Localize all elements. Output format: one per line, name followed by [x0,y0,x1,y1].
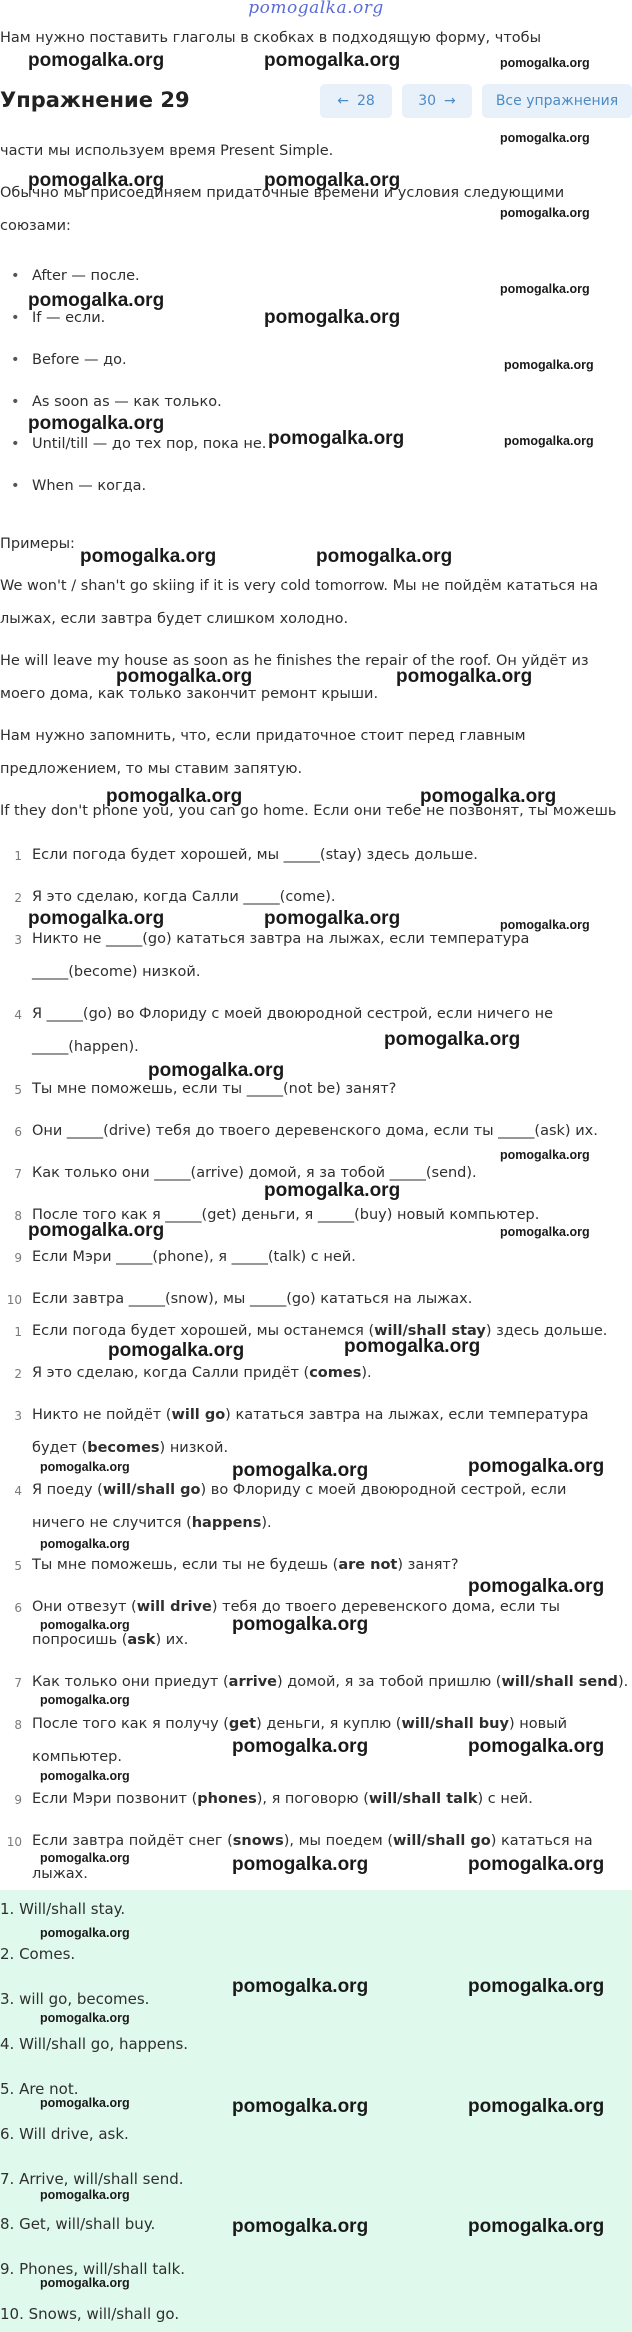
watermark: pomogalka.org [500,206,590,220]
answer-item: 9. Phones, will/shall talk. [0,2260,186,2278]
solution-item: ничего не случится (happens). [32,1515,272,1531]
watermark: pomogalka.org [264,307,401,328]
watermark: pomogalka.org [28,50,165,71]
arrow-left-icon: ← [337,93,349,109]
watermark: pomogalka.org [116,666,253,687]
exercise-item: Если погода будет хорошей, мы _____(stay) здесь дольше. [32,847,478,863]
solution-item: Они отвезут (will drive) тебя до твоего деревенского дома, если ты [32,1599,560,1615]
theory-text: Обычно мы присоединяем придаточные времени и условия следующими [0,185,565,201]
item-number: 6 [14,1601,22,1615]
watermark: pomogalka.org [504,358,594,372]
item-number: 8 [14,1209,22,1223]
item-number: 7 [14,1676,22,1690]
solution-item: Если погода будет хорошей, мы останемся (will/shall stay) здесь дольше. [32,1323,608,1339]
example-text: If they don't phone you, you can go home. Если они тебе не позвонят, ты можешь [0,803,617,819]
watermark: pomogalka.org [420,786,557,807]
answer-item: 2. Comes. [0,1945,76,1963]
solution-item: Я поеду (will/shall go) во Флориду с моей двоюродной сестрой, если [32,1482,567,1498]
answer-item: 5. Are not. [0,2080,79,2098]
watermark: pomogalka.org [40,2011,130,2025]
conjunction-item: • If — если. [32,310,105,326]
watermark: pomogalka.org [468,1456,605,1477]
conjunction-item: • When — когда. [32,478,146,494]
intro-text: Нам нужно поставить глаголы в скобках в подходящую форму, чтобы [0,30,542,46]
watermark: pomogalka.org [232,1460,369,1481]
exercise-item: Если Мэри _____(phone), я _____(talk) с ней. [32,1249,356,1265]
watermark: pomogalka.org [264,908,401,929]
solution-item: компьютер. [32,1749,122,1765]
example-text: We won't / shan't go skiing if it is very cold tomorrow. Мы не пойдём кататься на [0,578,599,594]
watermark: pomogalka.org [500,131,590,145]
item-number: 5 [14,1083,22,1097]
watermark: pomogalka.org [504,434,594,448]
solution-item: попросишь (ask) их. [32,1632,189,1648]
watermark: pomogalka.org [148,1060,285,1081]
watermark: pomogalka.org [500,282,590,296]
watermark: pomogalka.org [268,428,405,449]
note-text: Нам нужно запомнить, что, если придаточное стоит перед главным [0,728,526,744]
solution-item: будет (becomes) низкой. [32,1440,229,1456]
theory-text: союзами: [0,218,71,234]
watermark: pomogalka.org [28,170,165,191]
next-exercise-button[interactable]: 30 → [402,84,472,118]
item-number: 10 [6,1293,22,1307]
exercise-item: Они _____(drive) тебя до твоего деревенского дома, если ты _____(ask) их. [32,1123,598,1139]
example-text: лыжах, если завтра будет слишком холодно. [0,611,349,627]
item-number: 3 [14,1409,22,1423]
theory-text: части мы используем время Present Simple. [0,143,334,159]
item-number: 3 [14,933,22,947]
exercise-item: _____(become) низкой. [32,964,201,980]
exercise-item: Я это сделаю, когда Салли _____(come). [32,889,336,905]
watermark: pomogalka.org [28,908,165,929]
item-number: 2 [14,1367,22,1381]
examples-label: Примеры: [0,536,75,552]
watermark: pomogalka.org [40,1537,130,1551]
watermark: pomogalka.org [80,546,217,567]
watermark: pomogalka.org [40,1926,130,1940]
watermark: pomogalka.org [468,1854,605,1875]
watermark: pomogalka.org [40,2276,130,2290]
example-text: He will leave my house as soon as he finishes the repair of the roof. Он уйдёт из [0,653,589,669]
watermark: pomogalka.org [232,1976,369,1997]
exercise-item: После того как я _____(get) деньги, я _____(buy) новый компьютер. [32,1207,540,1223]
answer-item: 3. will go, becomes. [0,1990,150,2008]
conjunction-item: • After — после. [32,268,140,284]
item-number: 1 [14,849,22,863]
watermark: pomogalka.org [232,1736,369,1757]
watermark: pomogalka.org [500,1148,590,1162]
watermark: pomogalka.org [384,1029,521,1050]
exercise-item: Я _____(go) во Флориду с моей двоюродной сестрой, если ничего не [32,1006,554,1022]
watermark: pomogalka.org [468,2216,605,2237]
watermark: pomogalka.org [40,2188,130,2202]
exercise-item: Ты мне поможешь, если ты _____(not be) занят? [32,1081,397,1097]
watermark: pomogalka.org [28,413,165,434]
exercise-item: Как только они _____(arrive) домой, я за тобой _____(send). [32,1165,477,1181]
watermark: pomogalka.org [500,56,590,70]
watermark: pomogalka.org [316,546,453,567]
item-number: 8 [14,1718,22,1732]
prev-exercise-button[interactable]: ← 28 [320,84,392,118]
answer-item: 4. Will/shall go, happens. [0,2035,189,2053]
page-title: Упражнение 29 [0,88,190,112]
watermark: pomogalka.org [40,2096,130,2110]
answer-item: 8. Get, will/shall buy. [0,2215,156,2233]
watermark: pomogalka.org [40,1693,130,1707]
solution-item: Если Мэри позвонит (phones), я поговорю (will/shall talk) с ней. [32,1791,533,1807]
watermark: pomogalka.org [264,1180,401,1201]
item-number: 1 [14,1325,22,1339]
watermark: pomogalka.org [500,918,590,932]
watermark: pomogalka.org [28,1220,165,1241]
item-number: 6 [14,1125,22,1139]
solution-item: лыжах. [32,1866,88,1882]
watermark: pomogalka.org [40,1851,130,1865]
all-exercises-button[interactable]: Все упражнения [482,84,632,118]
solution-item: Если завтра пойдёт снег (snows), мы поедем (will/shall go) кататься на [32,1833,593,1849]
watermark: pomogalka.org [40,1460,130,1474]
watermark: pomogalka.org [232,2216,369,2237]
watermark: pomogalka.org [468,1736,605,1757]
solution-item: Ты мне поможешь, если ты не будешь (are not) занят? [32,1557,459,1573]
watermark: pomogalka.org [232,1614,369,1635]
watermark: pomogalka.org [40,1618,130,1632]
arrow-right-icon: → [444,93,456,109]
item-number: 4 [14,1484,22,1498]
exercise-item: Если завтра _____(snow), мы _____(go) кататься на лыжах. [32,1291,473,1307]
watermark: pomogalka.org [28,290,165,311]
watermark: pomogalka.org [232,2096,369,2117]
solution-item: После того как я получу (get) деньги, я куплю (will/shall buy) новый [32,1716,567,1732]
exercise-item: _____(happen). [32,1039,139,1055]
item-number: 9 [14,1251,22,1265]
watermark: pomogalka.org [232,1854,369,1875]
answer-item: 7. Arrive, will/shall send. [0,2170,184,2188]
item-number: 4 [14,1008,22,1022]
item-number: 10 [6,1835,22,1849]
answer-item: 6. Will drive, ask. [0,2125,129,2143]
example-text: моего дома, как только закончит ремонт крыши. [0,686,379,702]
item-number: 9 [14,1793,22,1807]
answer-item: 10. Snows, will/shall go. [0,2305,180,2323]
conjunction-item: • As soon as — как только. [32,394,222,410]
solution-item: Никто не пойдёт (will go) кататься завтра на лыжах, если температура [32,1407,589,1423]
watermark: pomogalka.org [468,2096,605,2117]
watermark: pomogalka.org [40,1769,130,1783]
watermark: pomogalka.org [264,50,401,71]
watermark: pomogalka.org [344,1336,481,1357]
conjunction-item: • Before — до. [32,352,127,368]
exercise-item: Никто не _____(go) кататься завтра на лыжах, если температура [32,931,530,947]
watermark: pomogalka.org [108,1340,245,1361]
note-text: предложением, то мы ставим запятую. [0,761,303,777]
item-number: 7 [14,1167,22,1181]
solution-item: Я это сделаю, когда Салли придёт (comes). [32,1365,372,1381]
item-number: 2 [14,891,22,905]
conjunction-item: • Until/till — до тех пор, пока не. [32,436,266,452]
site-logo[interactable]: pomogalka.org [248,0,384,18]
watermark: pomogalka.org [396,666,533,687]
solution-item: Как только они приедут (arrive) домой, я за тобой пришлю (will/shall send). [32,1674,629,1690]
item-number: 5 [14,1559,22,1573]
watermark: pomogalka.org [500,1225,590,1239]
watermark: pomogalka.org [468,1576,605,1597]
watermark: pomogalka.org [264,170,401,191]
watermark: pomogalka.org [106,786,243,807]
answer-item: 1. Will/shall stay. [0,1900,126,1918]
watermark: pomogalka.org [468,1976,605,1997]
